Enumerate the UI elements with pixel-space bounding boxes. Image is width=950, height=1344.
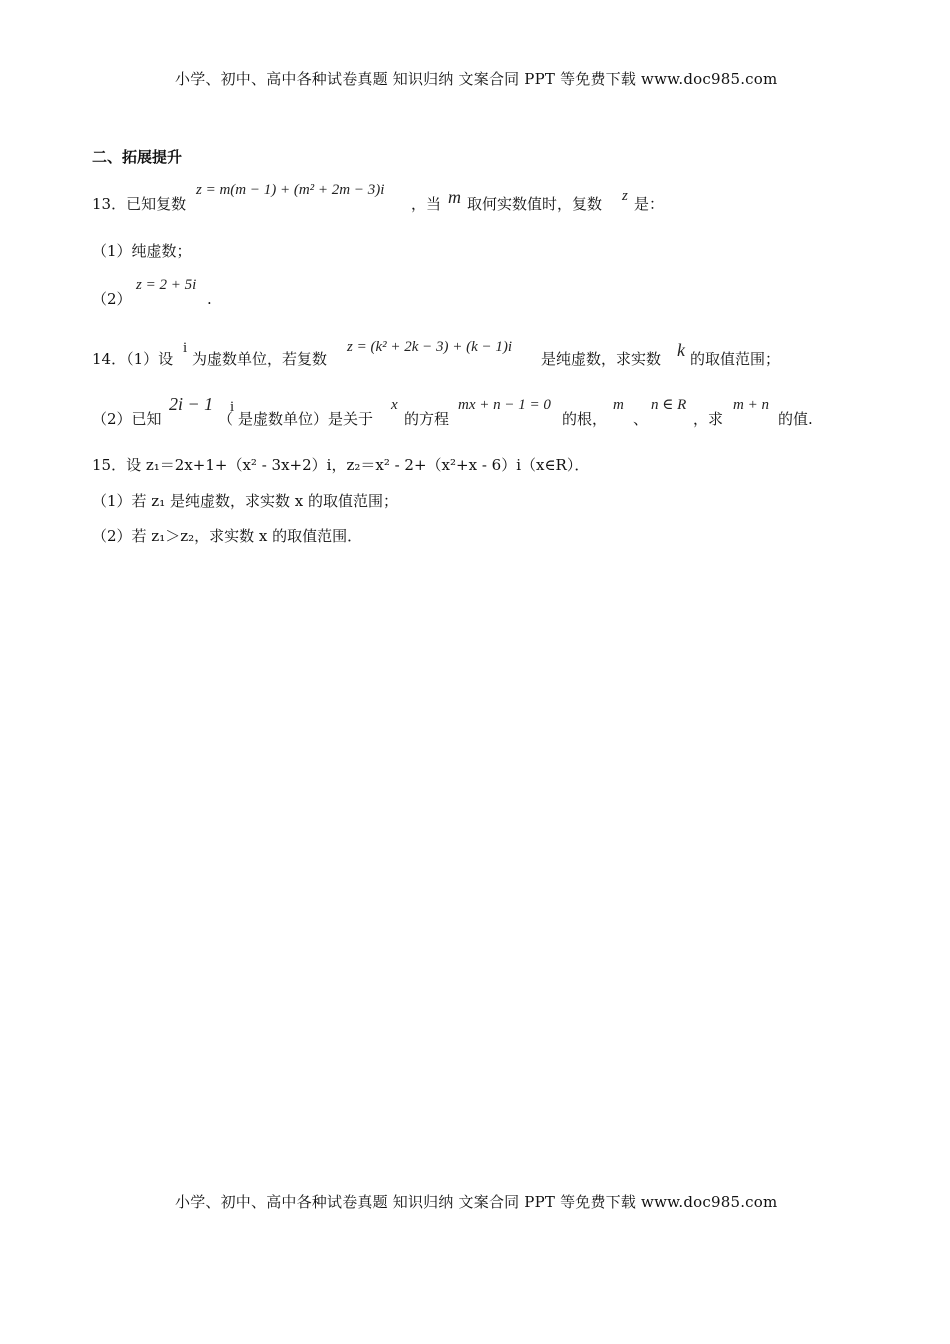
q14-p2-x: x: [391, 397, 398, 413]
q14-p2-paren: （: [218, 410, 234, 428]
q14-p2-eq: mx + n − 1 = 0: [458, 397, 551, 413]
q13-mid1: ，当: [411, 195, 442, 213]
q14-p1-a: 14．（1）设: [92, 350, 174, 368]
q15-part1: （1）若 z₁ 是纯虚数，求实数 x 的取值范围；: [92, 492, 398, 510]
q15-line1: 15．设 z₁＝2x+1+（x² - 3x+2）i，z₂＝x² - 2+（x²+x - 6）i（x∈R）．: [92, 456, 590, 474]
page-header: 小学、初中、高中各种试卷真题 知识归纳 文案合同 PPT 等免费下载 www.doc985.com: [175, 70, 778, 88]
q14-p2-e: ，求: [693, 410, 724, 428]
q14-p1-d: 的取值范围；: [690, 350, 781, 368]
q13-part1: （1）纯虚数；: [92, 242, 192, 260]
q14-p2-i: i: [230, 399, 235, 415]
q13-part2-formula: z = 2 + 5i: [136, 277, 197, 293]
q13-mid2: 取何实数值时，复数: [467, 195, 603, 213]
q14-p1-b: 为虚数单位，若复数: [192, 350, 328, 368]
q13-prefix: 13．已知复数: [92, 195, 187, 213]
q13-suffix: 是：: [634, 195, 665, 213]
q14-p2-m: m: [613, 397, 624, 413]
q13-formula: z = m(m − 1) + (m² + 2m − 3)i: [196, 182, 385, 198]
q15-part2: （2）若 z₁＞z₂，求实数 x 的取值范围．: [92, 527, 363, 545]
page-footer: 小学、初中、高中各种试卷真题 知识归纳 文案合同 PPT 等免费下载 www.doc985.com: [175, 1193, 778, 1211]
q14-p2-formula: 2i − 1: [169, 394, 214, 414]
q14-p1-formula: z = (k² + 2k − 3) + (k − 1)i: [347, 339, 513, 355]
q14-p2-a: （2）已知: [92, 410, 162, 428]
q13-part2-label: （2）: [92, 290, 132, 308]
q14-p2-b: 是虚数单位）是关于: [238, 410, 374, 428]
q14-p1-i: i: [183, 340, 188, 356]
q14-p2-sep: 、: [633, 410, 649, 428]
q14-p2-nr: n ∈ R: [651, 397, 687, 413]
q14-p1-c: 是纯虚数，求实数: [541, 350, 662, 368]
q13-var-z: z: [622, 188, 628, 204]
q14-p1-k: k: [677, 340, 685, 360]
q14-p2-c: 的方程: [404, 410, 450, 428]
q14-p2-d: 的根，: [562, 410, 608, 428]
section-title: 二、拓展提升: [92, 148, 183, 166]
q14-p2-f: 的值.: [778, 410, 813, 428]
q14-p2-mn: m + n: [733, 397, 769, 413]
q13-var-m: m: [448, 187, 461, 207]
q13-part2-end: .: [207, 290, 212, 308]
